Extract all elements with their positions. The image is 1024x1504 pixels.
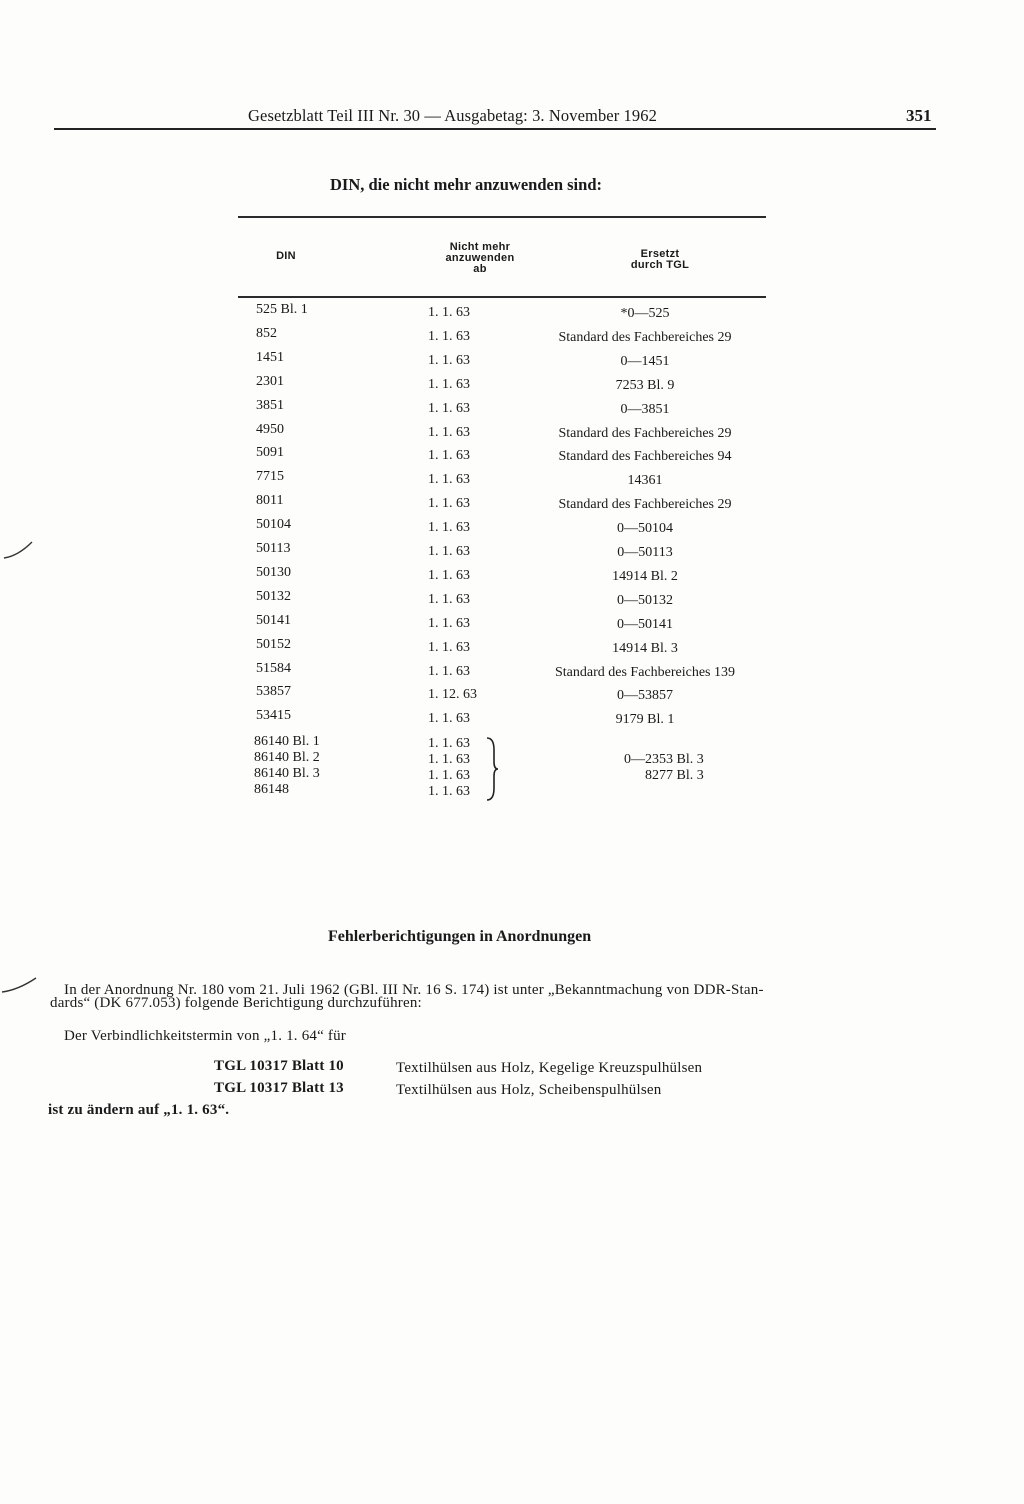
group-tgl-cell xyxy=(624,752,704,784)
item-code-2: TGL 10317 Blatt 13 xyxy=(214,1080,344,1096)
column-header-date-line3: ab xyxy=(473,263,487,275)
item-desc-1: Textilhülsen aus Holz, Kegelige Kreuzspulhülsen xyxy=(396,1060,703,1076)
table-cell-date: 1. 12. 63 xyxy=(428,687,477,702)
table-cell-din: 4950 xyxy=(256,422,284,437)
table-cell-tgl: 14361 xyxy=(627,473,663,488)
group-din-4: 86148 xyxy=(254,782,289,797)
item-code-1: TGL 10317 Blatt 10 xyxy=(214,1058,344,1074)
table-cell-tgl: 0—1451 xyxy=(620,354,670,369)
table-cell-din: 8011 xyxy=(256,493,284,508)
table-cell-din: 53415 xyxy=(256,708,291,723)
table-cell-date: 1. 1. 63 xyxy=(428,520,470,535)
table-cell-tgl: Standard des Fachbereiches 94 xyxy=(558,449,732,464)
table-cell-din: 50113 xyxy=(256,541,291,556)
item-desc-2: Textilhülsen aus Holz, Scheibenspulhülsen xyxy=(396,1082,662,1098)
table-cell-tgl: Standard des Fachbereiches 29 xyxy=(558,426,732,441)
table-cell-din: 525 Bl. 1 xyxy=(256,302,308,317)
table-cell-din: 50141 xyxy=(256,613,291,628)
table-cell-date: 1. 1. 63 xyxy=(428,377,470,392)
column-header-din: DIN xyxy=(276,250,296,262)
table-cell-date: 1. 1. 63 xyxy=(428,472,470,487)
table-cell-tgl: *0—525 xyxy=(620,306,670,321)
column-header-date xyxy=(420,242,540,275)
table-cell-din: 1451 xyxy=(256,350,284,365)
table-cell-tgl: Standard des Fachbereiches 29 xyxy=(558,330,732,345)
table-cell-date: 1. 1. 63 xyxy=(428,401,470,416)
table-header-rule xyxy=(238,296,766,298)
table-cell-date: 1. 1. 63 xyxy=(428,496,470,511)
table-cell-din: 2301 xyxy=(256,374,284,389)
group-din-cell xyxy=(254,734,320,798)
group-din-2: 86140 Bl. 2 xyxy=(254,750,320,765)
correction-paragraph-line1: In der Anordnung Nr. 180 vom 21. Juli 1962 (GBl. III Nr. 16 S. 174) ist unter „Bekanntmachung von DDR-Stan- xyxy=(64,982,764,998)
table-cell-date: 1. 1. 63 xyxy=(428,592,470,607)
column-header-tgl-line1: Ersetzt xyxy=(640,248,680,260)
table-cell-tgl: Standard des Fachbereiches 29 xyxy=(558,497,732,512)
group-date-3: 1. 1. 63 xyxy=(428,768,470,783)
table-cell-din: 852 xyxy=(256,326,277,341)
table-cell-date: 1. 1. 63 xyxy=(428,425,470,440)
table-cell-tgl: 0—50104 xyxy=(617,521,673,536)
group-date-4: 1. 1. 63 xyxy=(428,784,470,799)
section-title-corrections: Fehlerberichtigungen in Anordnungen xyxy=(328,928,592,945)
margin-check-mark xyxy=(0,976,40,1000)
column-header-tgl xyxy=(600,249,720,271)
running-header: Gesetzblatt Teil III Nr. 30 — Ausgabetag: 3. November 1962 xyxy=(248,106,657,125)
table-cell-date: 1. 1. 63 xyxy=(428,305,470,320)
table-title: DIN, die nicht mehr anzuwenden sind: xyxy=(330,175,602,194)
table-cell-din: 51584 xyxy=(256,661,291,676)
table-cell-tgl: 0—50141 xyxy=(617,617,673,632)
column-header-tgl-line2: durch TGL xyxy=(630,259,690,271)
group-din-1: 86140 Bl. 1 xyxy=(254,734,320,749)
table-cell-date: 1. 1. 63 xyxy=(428,711,470,726)
table-cell-din: 7715 xyxy=(256,469,284,484)
table-cell-tgl: Standard des Fachbereiches 139 xyxy=(555,665,735,680)
table-cell-tgl: 0—53857 xyxy=(617,688,673,703)
column-header-date-line1: Nicht mehr xyxy=(449,241,511,253)
group-tgl-1: 0—2353 Bl. 3 xyxy=(624,752,704,767)
margin-check-mark xyxy=(2,540,38,564)
group-brace xyxy=(484,736,500,802)
table-top-rule xyxy=(238,216,766,218)
table-cell-date: 1. 1. 63 xyxy=(428,329,470,344)
table-cell-tgl: 0—3851 xyxy=(620,402,670,417)
group-din-3: 86140 Bl. 3 xyxy=(254,766,320,781)
header-rule xyxy=(54,128,936,130)
column-header-date-line2: anzuwenden xyxy=(445,252,515,264)
group-date-1: 1. 1. 63 xyxy=(428,736,470,751)
table-cell-date: 1. 1. 63 xyxy=(428,568,470,583)
correction-intro-line: Der Verbindlichkeitstermin von „1. 1. 64“ für xyxy=(64,1028,346,1044)
table-cell-din: 5091 xyxy=(256,445,284,460)
correction-paragraph-line2: dards“ (DK 677.053) folgende Berichtigung durchzuführen: xyxy=(50,995,422,1011)
table-cell-date: 1. 1. 63 xyxy=(428,640,470,655)
table-cell-tgl: 7253 Bl. 9 xyxy=(615,378,675,393)
table-cell-date: 1. 1. 63 xyxy=(428,664,470,679)
table-cell-date: 1. 1. 63 xyxy=(428,353,470,368)
correction-closing: ist zu ändern auf „1. 1. 63“. xyxy=(48,1102,230,1118)
table-cell-tgl: 14914 Bl. 3 xyxy=(612,641,678,656)
table-cell-din: 50132 xyxy=(256,589,291,604)
table-cell-tgl: 0—50132 xyxy=(617,593,673,608)
group-date-cell xyxy=(428,736,470,800)
table-cell-din: 50152 xyxy=(256,637,291,652)
table-cell-date: 1. 1. 63 xyxy=(428,448,470,463)
group-date-2: 1. 1. 63 xyxy=(428,752,470,767)
table-cell-din: 3851 xyxy=(256,398,284,413)
table-cell-tgl: 0—50113 xyxy=(617,545,673,560)
table-cell-date: 1. 1. 63 xyxy=(428,544,470,559)
table-cell-din: 50130 xyxy=(256,565,291,580)
table-cell-tgl: 9179 Bl. 1 xyxy=(615,712,675,727)
table-cell-din: 50104 xyxy=(256,517,291,532)
page-number: 351 xyxy=(906,106,932,125)
group-tgl-2: 8277 Bl. 3 xyxy=(645,768,704,783)
table-cell-din: 53857 xyxy=(256,684,291,699)
table-cell-date: 1. 1. 63 xyxy=(428,616,470,631)
table-cell-tgl: 14914 Bl. 2 xyxy=(612,569,678,584)
